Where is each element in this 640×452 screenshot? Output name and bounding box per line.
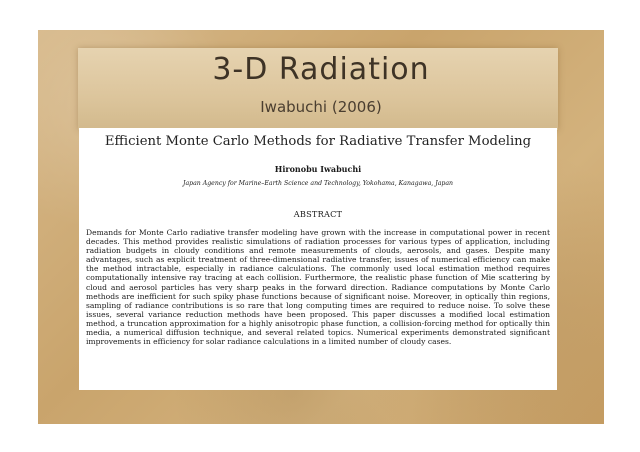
abstract-body: Demands for Monte Carlo radiative transfer modeling have grown with the increase in computational power in recent decades. This method provides realistic simulations of radiation processes for various types of application, including radiation budgets in cloudy conditions and remote measurements of clouds, aerosols, and gases. Despite many advantages, such as explicit treatment of three-dimensional radiative transfer, issues of numerical efficiency can make the method intractable, especially in radiance calculations. The commonly used local estimation method requires computationally intensive ray tracing at each collision. Furthermore, the realistic phase function of Mie scattering by cloud and aerosol particles has very sharp peaks in the forward direction. Radiance computations by Monte Carlo methods are inefficient for such spiky phase functions because of significant noise. Moreover, in optically thin regions, sampling of radiance contributions is so rare that long computing times are required to reduce noise. To solve these issues, several variance reduction methods have been proposed. This paper discusses a modified local estimation method, a truncation approximation for a highly anisotropic phase function, a collision-forcing method for optically thin media, a numerical diffusion technique, and several related topics. Numerical experiments demonstrated significant improvements in efficiency for solar radiance calculations in a limited number of cloudy cases. [86,228,550,347]
paper-affiliation: Japan Agency for Marine–Earth Science and Technology, Yokohama, Kanagawa, Japan [182,180,454,187]
slide-title: 3-D Radiation [212,52,430,87]
slide-background [38,30,604,424]
abstract-heading: ABSTRACT [293,209,343,219]
paper-excerpt [79,128,557,390]
paper-author: Hironobu Iwabuchi [274,164,362,174]
slide-subtitle: Iwabuchi (2006) [260,98,382,116]
paper-title: Efficient Monte Carlo Methods for Radiative Transfer Modeling [104,134,532,149]
